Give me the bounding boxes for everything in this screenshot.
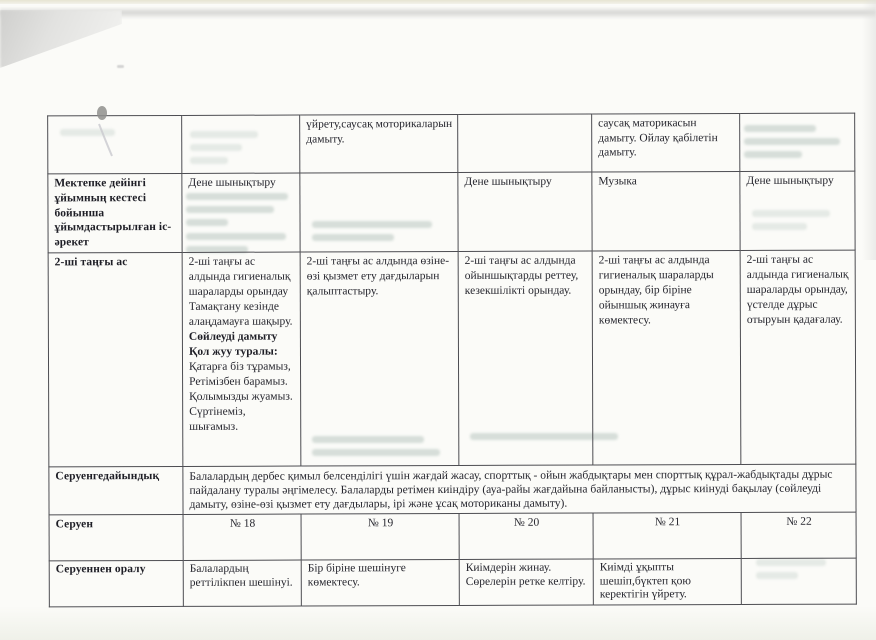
cell-r1c5-fine-motor: саусақ маторикасын дамыту. Ойлау қабілетін дамыту. [592,113,740,172]
hand-washing-label: Қол жуу туралы: [188,345,278,358]
cell-r2c6-physical-training: Дене шынықтыру [740,171,855,250]
cell-r2c4-physical-training: Дене шынықтыру [458,172,592,251]
cell-walk-preparation-description: Балалардың дербес қимыл белсенділігі үшін жағдай жасау, спорттық - ойын жабдықтары мен спорттық құрал-жабдықтады дұрыс пайдалану туралы әңгімелесу. Балаларды ретімен киіндіру (ауа-райы жағдайына байланысты), дұрыс киінуді бақылау (сөйлеуді дамыту, өзіне-өзі қызмет ету дағдылары, ірі және ұсақ моториканы дамыту). [183,464,856,514]
cell-walk-card-19: № 19 [301,513,459,560]
row-header-organized-activities: Мектепке дейінгі ұйымның кестесі бойынша ұйымдастырылған іс-әрекет [48,173,182,252]
scan-bottom-shadow [0,606,876,640]
table-row-continuation [48,113,855,174]
row-header-second-breakfast: 2-ші таңғы ас [48,252,183,466]
cell-r6c3-helping-each-other: Бір біріне шешінуге көмектесу. [301,559,459,606]
scan-shadow-band [0,7,876,19]
ink-speck-artifact [86,102,128,160]
table-row-organized-activities [48,171,855,253]
row-header-walk: Серуен [49,514,183,560]
cell-r3c5-hygiene-helping: 2-ші таңғы ас алдында гигиеналық шараларды орындау, бір біріне ойыншық жинауға көмектесу. [592,250,741,465]
cell-r2c5-music: Музыка [592,171,740,251]
cell-walk-card-20: № 20 [459,513,593,559]
cell-walk-card-18: № 18 [183,514,301,560]
hand-washing-rhyme: Қатарға біз тұрамыз, Ретімізбен барамыз. Қолымызды жуамыз. Сүртінеміз, шығамыз. [189,360,293,433]
cell-r2c2-physical-training: Дене шынықтыру [182,173,300,252]
table-row-walk-preparation [49,464,856,515]
cell-r1c3-fine-motor: үйрету,саусақ моторикаларын дамыту. [300,114,458,173]
table-row-walk-numbers [49,512,856,561]
cell-r1c2 [182,115,300,173]
cell-walk-card-21: № 21 [593,512,741,559]
speech-development-label: Сөйлеуді дамыту [188,330,278,343]
table-row-return-from-walk [49,558,856,607]
cell-r3c6-hygiene-posture: 2-ші таңғы ас алдында гигиеналық шараларды орындау, үстелде дұрыс отыруын қадағалау. [740,250,856,464]
scan-top-edge-strip [0,0,876,4]
row-header-walk-preparation: Серуенгедайындық [49,466,183,514]
cell-r6c4-collect-clothes: Киімдерін жинау. Сөрелерін ретке келтіру. [459,559,593,606]
daily-schedule-table [47,113,857,608]
cell-r6c5-fold-clothes: Киімді ұқыпты шешіп,бүктеп қою керектігін үйрету. [593,558,741,605]
hygiene-text: 2-ші таңғы ас алдында гигиеналық шараларды орындау Тамақтану кезінде алаңдамауға шақыру. [188,255,293,328]
cell-r1c4 [458,114,592,172]
cell-r6c6 [741,558,856,605]
cell-r2c3 [300,172,458,252]
cell-r1c6 [740,113,855,171]
row-header-return-from-walk: Серуеннен оралу [49,560,183,607]
scan-right-edge-shadow [862,0,876,260]
cell-walk-card-22: № 22 [741,512,856,558]
cell-r3c4-toys-duty: 2-ші таңғы ас алдында ойыншықтарды реттеу, кезекшілікті орындау. [458,251,593,465]
cell-r6c2-undressing-order: Балалардың реттілікпен шешінуі. [183,560,301,607]
cell-r3c3-self-service: 2-ші таңғы ас алдында өзіне-өзі қызмет ету дағдыларын қалыптастыру. [300,251,459,466]
scan-speckle [117,65,124,68]
cell-r3c2-hygiene-speech [182,252,301,466]
page-corner-fold-shadow [0,10,122,68]
table-row-second-breakfast [48,250,856,467]
